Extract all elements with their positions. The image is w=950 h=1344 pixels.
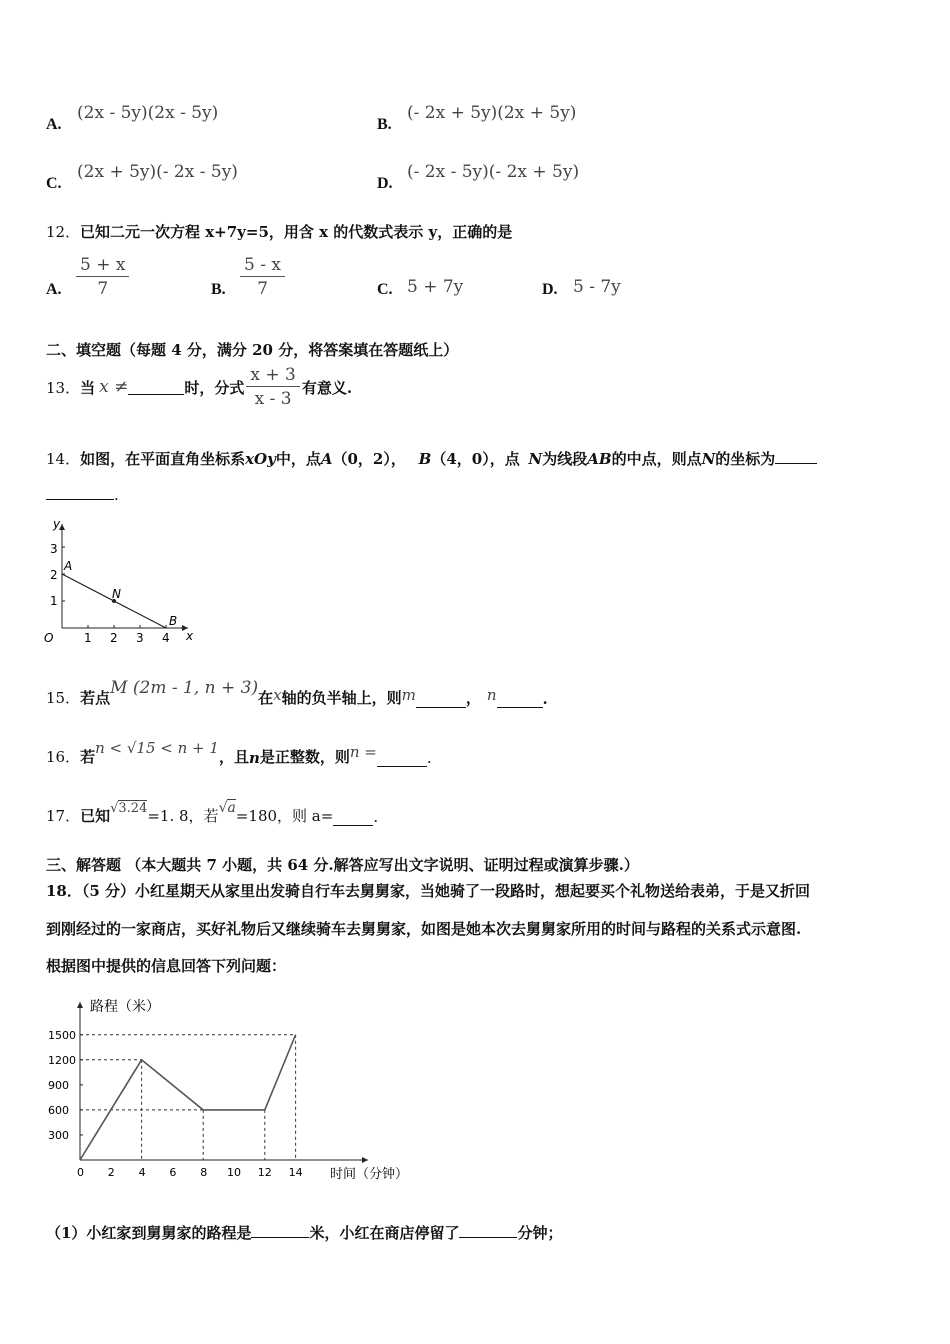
q15-answer-blank-m[interactable] bbox=[416, 693, 466, 708]
q18-x-tick-label: 4 bbox=[138, 1166, 146, 1179]
q14-coordinate-graph bbox=[40, 512, 200, 647]
q17-value-2: =180，则 a= bbox=[235, 807, 334, 825]
q11-option-b-label: B. bbox=[377, 116, 392, 133]
q12-option-b-fraction bbox=[240, 254, 285, 301]
q18-line-2: 到刚经过的一家商店，买好礼物后又继续骑车去舅舅家，如图是她本次去舅舅家所用的时间与路程的关系式示意图. bbox=[46, 920, 802, 938]
q14-number: 14． bbox=[46, 450, 81, 468]
q14-y-label: y bbox=[53, 517, 61, 531]
q13-numerator: x + 3 bbox=[246, 364, 299, 387]
q12-option-d-expr: 5 - 7y bbox=[573, 277, 621, 297]
q14-text-3: （0，2）， bbox=[332, 450, 406, 468]
q12-option-b-numerator: 5 - x bbox=[240, 254, 285, 277]
q14-text-7: 的坐标为 bbox=[715, 450, 776, 468]
q16-end: . bbox=[426, 749, 432, 767]
q15-answer-blank-n[interactable] bbox=[497, 693, 543, 708]
q13-condition: x ≠ bbox=[99, 377, 129, 397]
q13 bbox=[46, 362, 352, 412]
q12-option-b-denominator: 7 bbox=[257, 279, 268, 299]
q14-origin-label: O bbox=[44, 631, 54, 645]
q14-end: . bbox=[114, 486, 119, 504]
q18-series-line bbox=[80, 1035, 296, 1160]
q14-x-label: x bbox=[186, 629, 194, 643]
q15-mid: 在 bbox=[258, 689, 274, 707]
q14-x-tick-3: 3 bbox=[136, 631, 144, 645]
q17-value-1: =1. 8，若 bbox=[147, 807, 219, 825]
q16-number: 16． bbox=[46, 748, 81, 766]
q13-answer-blank[interactable] bbox=[128, 380, 184, 395]
q13-mid: 时，分式 bbox=[184, 378, 245, 397]
q18-x-tick-label: 6 bbox=[169, 1166, 177, 1179]
q14-x-tick-1: 1 bbox=[84, 631, 92, 645]
q18-y-tick-label: 300 bbox=[48, 1128, 69, 1142]
q11-option-b-expr: (- 2x + 5y)(2x + 5y) bbox=[407, 103, 577, 123]
q11-option-c-label: C. bbox=[46, 175, 62, 192]
q18-line-3: 根据图中提供的信息回答下列问题： bbox=[46, 957, 287, 975]
q15-pre: 若点 bbox=[80, 689, 111, 707]
q17-root-1: √3.24 bbox=[110, 801, 148, 816]
q18-x-tick-label: 2 bbox=[107, 1166, 115, 1179]
q15-m: m bbox=[401, 686, 416, 704]
q15-point-expr: M (2m - 1, n + 3) bbox=[110, 678, 259, 698]
q18-x-axis-title: 时间（分钟） bbox=[330, 1167, 409, 1182]
q16-answer-prefix: n = bbox=[349, 743, 377, 761]
q14-graph-point-b: B bbox=[169, 614, 178, 628]
section-2-heading: 二、填空题（每题 4 分，满分 20 分，将答案填在答题纸上） bbox=[46, 341, 459, 359]
q14-point-a: A bbox=[320, 450, 333, 468]
q18-x-tick-label: 8 bbox=[200, 1166, 208, 1179]
q12-number: 12． bbox=[46, 223, 81, 241]
q15-n: n bbox=[486, 686, 497, 704]
q14-text-5: 为线段 bbox=[542, 450, 588, 468]
q14-y-tick-3: 3 bbox=[50, 542, 58, 556]
q18-sub-1-text-b: 米，小红在商店停留了 bbox=[309, 1224, 460, 1242]
q13-fraction bbox=[246, 364, 299, 411]
q18-y-tick-label: 900 bbox=[48, 1078, 69, 1092]
q18-sub-1-blank-distance[interactable] bbox=[251, 1223, 309, 1238]
q17-pre: 已知 bbox=[80, 807, 111, 825]
q12-option-c-expr: 5 + 7y bbox=[407, 277, 464, 297]
q14-segment-ab: AB bbox=[587, 450, 612, 468]
q18-y-axis-title: 路程（米） bbox=[90, 999, 160, 1015]
q12-option-c-label: C. bbox=[377, 281, 393, 298]
q12-option-a-label: A. bbox=[46, 281, 62, 298]
q13-number: 13． bbox=[46, 378, 81, 397]
q14-system: xOy bbox=[245, 450, 276, 468]
q17-answer-blank[interactable] bbox=[333, 811, 373, 826]
q18-x-tick-label: 12 bbox=[257, 1166, 272, 1179]
q18-line-1: 18．（5 分）小红星期天从家里出发骑自行车去舅舅家，当她骑了一段路时，想起要买个礼物送给表弟，于是又折回 bbox=[46, 882, 811, 900]
q18-sub-1-blank-minutes[interactable] bbox=[459, 1223, 517, 1238]
q18-y-tick-label: 600 bbox=[48, 1103, 69, 1117]
q13-post: 有意义. bbox=[301, 378, 353, 397]
q17 bbox=[46, 796, 378, 826]
q18-sub-1-text-c: 分钟； bbox=[517, 1224, 563, 1242]
q14-answer-blank[interactable] bbox=[775, 449, 817, 464]
q12-option-a-numerator: 5 + x bbox=[76, 254, 129, 277]
q14-text-1: 如图，在平面直角坐标系 bbox=[80, 450, 246, 468]
q18-distance-time-chart bbox=[40, 992, 420, 1192]
q17-end: . bbox=[373, 808, 379, 826]
q18-x-tick-label: 14 bbox=[288, 1166, 303, 1179]
q16-inequality: n < √15 < n + 1 bbox=[95, 739, 219, 757]
q14-point-n: N bbox=[528, 450, 543, 468]
q14-line-2 bbox=[46, 485, 119, 504]
q13-pre: 当 bbox=[80, 378, 96, 397]
q12-option-b-label: B. bbox=[211, 281, 226, 298]
q12-text: 已知二元一次方程 x+7y=5，用含 x 的代数式表示 y，正确的是 bbox=[80, 223, 513, 241]
q14-x-tick-4: 4 bbox=[162, 631, 170, 645]
q14-y-tick-1: 1 bbox=[50, 594, 58, 608]
q18-x-tick-label: 10 bbox=[227, 1166, 241, 1179]
section-3-heading: 三、解答题 （本大题共 7 小题，共 64 分.解答应写出文字说明、证明过程或演算步骤.） bbox=[46, 856, 639, 874]
q14-graph-point-a: A bbox=[64, 559, 73, 573]
q14-point-b: B bbox=[418, 450, 432, 468]
q14-graph-point-n: N bbox=[112, 587, 121, 601]
q12-option-a-denominator: 7 bbox=[97, 279, 109, 299]
q16-n: n bbox=[248, 749, 260, 767]
q14-point-n-2: N bbox=[701, 450, 716, 468]
q14 bbox=[46, 448, 817, 469]
q18-x-tick-label: 0 bbox=[77, 1166, 84, 1179]
q15-end: . bbox=[542, 690, 548, 708]
q16-pre: 若 bbox=[80, 748, 96, 766]
q18-sub-1-text-a: （1）小红家到舅舅家的路程是 bbox=[46, 1224, 252, 1242]
q16-answer-blank[interactable] bbox=[377, 752, 427, 767]
q17-radicand-1: 3.24 bbox=[118, 801, 148, 816]
q11-option-d-label: D. bbox=[377, 175, 393, 192]
q17-root-2: √a bbox=[218, 800, 236, 816]
q18-y-tick-label: 1200 bbox=[48, 1053, 76, 1067]
q15-number: 15． bbox=[46, 689, 81, 707]
q17-radicand-2: a bbox=[227, 800, 236, 816]
q14-text-4: （4，0），点 bbox=[431, 450, 520, 468]
q14-x-tick-2: 2 bbox=[110, 631, 118, 645]
q11-option-a-expr: (2x - 5y)(2x - 5y) bbox=[77, 103, 219, 123]
q17-number: 17． bbox=[46, 807, 81, 825]
q11-option-a-label: A. bbox=[46, 116, 62, 133]
q14-text-6: 的中点，则点 bbox=[611, 450, 702, 468]
q15-text-2: 轴的负半轴上，则 bbox=[281, 689, 402, 707]
q12-option-d-label: D. bbox=[542, 281, 558, 298]
q11-option-c-expr: (2x + 5y)(- 2x - 5y) bbox=[77, 162, 238, 182]
q14-y-tick-2: 2 bbox=[50, 568, 58, 582]
q15 bbox=[46, 678, 548, 708]
q14-text-2: 中，点 bbox=[275, 450, 321, 468]
q11-option-d-expr: (- 2x - 5y)(- 2x + 5y) bbox=[407, 162, 580, 182]
q13-denominator: x - 3 bbox=[254, 388, 292, 409]
q14-answer-blank-2[interactable] bbox=[46, 485, 114, 500]
q18-y-tick-label: 1500 bbox=[48, 1028, 76, 1042]
q16-text-3: 是正整数，则 bbox=[259, 748, 350, 766]
q18-sub-1 bbox=[46, 1222, 562, 1243]
q16 bbox=[46, 737, 432, 767]
q15-axis: x bbox=[273, 686, 282, 704]
q12-option-a-fraction bbox=[76, 254, 129, 301]
q16-text-2: ，且 bbox=[218, 748, 249, 766]
q15-sep: ， bbox=[465, 689, 481, 707]
